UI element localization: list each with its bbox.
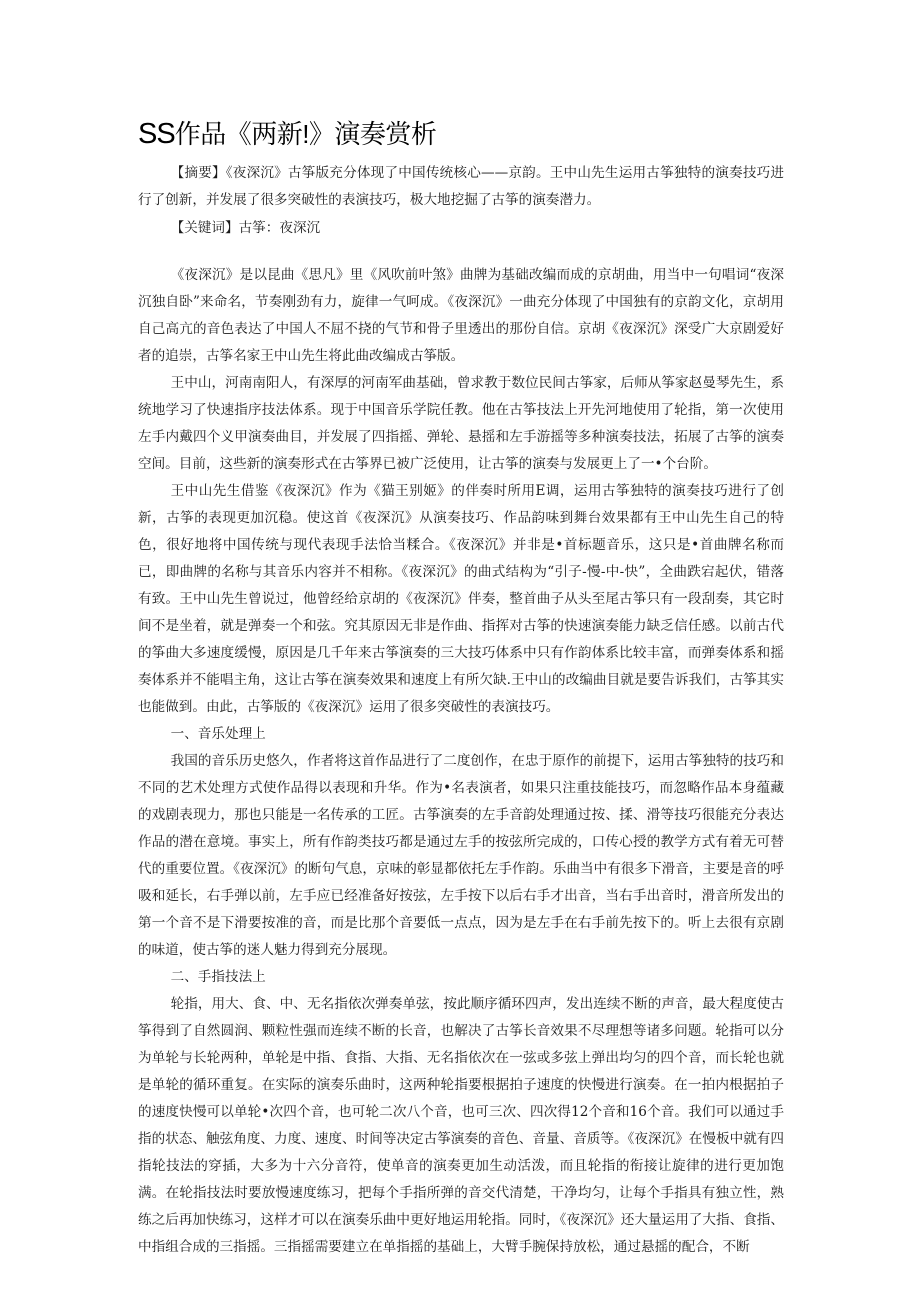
section-heading: 二、手指技法上	[170, 969, 266, 985]
body-paragraph: 王中山先生借鉴《夜深沉》作为《猫王别姬》的伴奏时所用E调，运用古筝独特的演奏技巧进行了创新，古筝的表现更加沉稳。使这首《夜深沉》从演奏技巧、作品韵味到舞台效果都有王中山先生自己的特色，很好地将中国传统与现代表现手法恰当糅合。《夜深沉》并非是•首标题音乐，这只是•首曲牌名称而已，即曲牌的名称与其音乐内容并不相称。《夜深沉》的曲式结构为“引子-慢-中-快”，全曲跌宕起伏，错落有致。王中山先生曾说过，他曾经给京胡的《夜深沉》伴奏，整首曲子从头至尾古筝只有一段刮奏，其它时间不是坐着，就是弹奏一个和弦。究其原因无非是作曲、指挥对古筝的快速演奏能力缺乏信任感。以前古代的筝曲大多速度缓慢，原因是几千年来古筝演奏的三大技巧体系中只有作韵体系比较丰富，而弹奏体系和摇奏体系并不能唱主角，这让古筝在演奏效果和速度上有所欠缺.王中山的改编曲目就是要告诉我们，古筝其实也能做到。由此，古筝版的《夜深沉》运用了很多突破性的表演技巧。	[138, 483, 784, 715]
keywords: 【关键词】古筝：夜深沉	[170, 220, 321, 236]
document-title	[138, 116, 784, 152]
abstract: 【摘要】《夜深沉》古筝版充分体现了中国传统核心——京韵。王中山先生运用古筝独特的演奏技巧进行了创新，并发展了很多突破性的表演技巧，极大地挖掘了古筝的演奏潜力。	[138, 165, 784, 208]
body-paragraph: 《夜深沉》是以昆曲《思凡》里《风吹前叶煞》曲牌为基础改编而成的京胡曲，用当中一句唱词“夜深沉独自卧”来命名，节奏刚劲有力，旋律一气呵成。《夜深沉》一曲充分体现了中国独有的京韵文化，京胡用自己高亢的音色表达了中国人不屈不挠的气节和骨子里透出的那份自信。京胡《夜深沉》深受广大京剧爱好者的追崇，古筝名家王中山先生将此曲改编成古筝版。	[138, 267, 784, 364]
section-heading: 一、音乐处理上	[170, 726, 266, 742]
title-text: 作品《两新!》演奏赏析	[174, 119, 437, 149]
body-paragraph: 王中山，河南南阳人，有深厚的河南军曲基础，曾求教于数位民间古筝家，后师从筝家赵曼琴先生，系统地学习了快速指序技法体系。现于中国音乐学院任教。他在古筝技法上开先河地使用了轮指，第一次使用左手内戴四个义甲演奏曲目，并发展了四指摇、弹轮、悬摇和左手游摇等多种演奏技法，拓展了古筝的演奏空间。目前，这些新的演奏形式在古筝界已被广泛使用，让古筝的演奏与发展更上了一•个台阶。	[138, 375, 784, 472]
title-latin-prefix: SS	[138, 118, 175, 150]
section-body: 我国的音乐历史悠久，作者将这首作品进行了二度创作，在忠于原作的前提下，运用古筝独特的技巧和不同的艺术处理方式使作品得以表现和升华。作为•名表演者，如果只注重技能技巧，而忽略作品本身蕴藏的戏剧表现力，那也只能是一名传承的工匠。古筝演奏的左手音韵处理通过按、揉、滑等技巧很能充分表达作品的潜在意境。事实上，所有作韵类技巧都是通过左手的按弦所完成的，口传心授的教学方式有着无可替代的重要位置。《夜深沉》的断句气息，京味的彰显都依托左手作韵。乐曲当中有很多下滑音，主要是音的呼吸和延长，右手弹以前，左手应已经准备好按弦，左手按下以后右手才出音，当右手出音时，滑音所发出的第一个音不是下滑要按准的音，而是比那个音要低一点点，因为是左手在右手前先按下的。听上去很有京剧的味道，使古筝的迷人魅力得到充分展现。	[138, 753, 784, 958]
document-page	[138, 116, 784, 1261]
section-body: 轮指，用大、食、中、无名指依次弹奏单弦，按此顺序循环四声，发出连续不断的声音，最大程度使古筝得到了自然圆润、颗粒性强而连续不断的长音，也解决了古筝长音效果不尽理想等诸多问题。轮指可以分为单轮与长轮两种，单轮是中指、食指、大指、无名指依次在一弦或多弦上弹出均匀的四个音，而长轮也就是单轮的循环重复。在实际的演奏乐曲时，这两种轮指要根据拍子速度的快慢进行演奏。在一拍内根据拍子的速度快慢可以单轮•次四个音，也可轮二次八个音，也可三次、四次得12个音和16个音。我们可以通过手指的状态、触弦角度、力度、速度、时间等决定古筝演奏的音色、音量、音质等。《夜深沉》在慢板中就有四指轮技法的穿插，大多为十六分音符，使单音的演奏更加生动活泼，而且轮指的衔接让旋律的进行更加饱满。在轮指技法时要放慢速度练习，把每个手指所弹的音交代清楚，干净均匀，让每个手指具有独立性，熟练之后再加快练习，这样才可以在演奏乐曲中更好地运用轮指。同时，《夜深沉》还大量运用了大指、食指、中指组合成的三指摇。三指摇需要建立在单指摇的基础上，大臂手腕保持放松，通过悬摇的配合，不断	[138, 996, 784, 1255]
